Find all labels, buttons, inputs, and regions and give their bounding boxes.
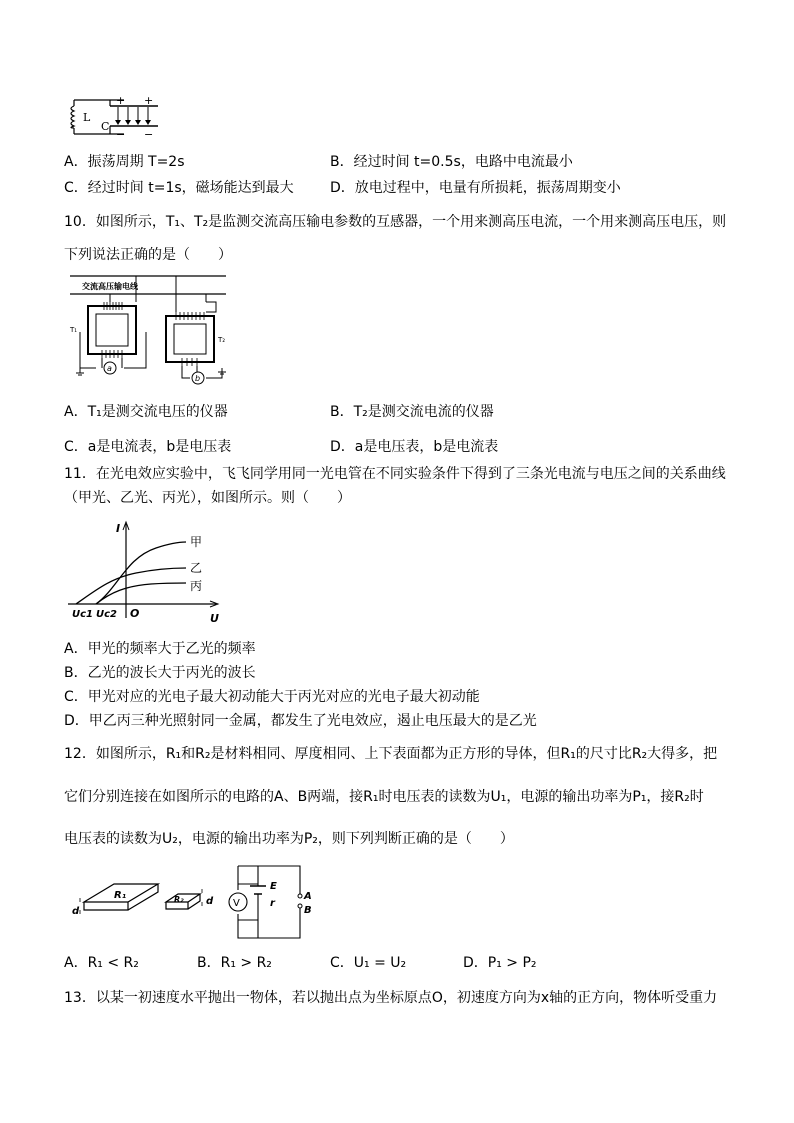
- q10-stem-line2: 下列说法正确的是（ ）: [64, 247, 232, 263]
- inductor-coil: [71, 106, 74, 128]
- minus-sign: −: [116, 128, 126, 140]
- meter-a-label: a: [107, 364, 112, 373]
- plus-sign: +: [144, 94, 154, 107]
- q12-option-d[interactable]: D．P₁ > P₂: [463, 955, 537, 971]
- q12-stem-line2: 它们分别连接在如图所示的电路的A、B两端，接R₁时电压表的读数为U₁，电源的输出功率为P₁，接R₂时: [64, 789, 704, 805]
- q12-option-a[interactable]: A．R₁ < R₂: [64, 955, 139, 971]
- q11-option-d[interactable]: D．甲乙丙三种光照射同一金属，都发生了光电效应，遏止电压最大的是乙光: [64, 713, 537, 729]
- q11-stem-line1: 11．在光电效应实验中，飞飞同学用同一光电管在不同实验条件下得到了三条光电流与电压之间的关系曲线: [64, 466, 726, 482]
- field-arrows: [118, 107, 148, 123]
- internal-r-label: r: [270, 898, 275, 909]
- q10-option-a[interactable]: A．T₁是测交流电压的仪器: [64, 404, 228, 420]
- q9-option-c[interactable]: C．经过时间 t=1s，磁场能达到最大: [64, 180, 294, 196]
- power-line-label: 交流高压输电线: [82, 282, 138, 291]
- terminal-a: [298, 894, 302, 898]
- q9-option-a[interactable]: A．振荡周期 T=2s: [64, 154, 185, 170]
- photoelectric-iu-graph: [66, 518, 226, 626]
- terminal-b-label: B: [304, 905, 312, 916]
- t1-label: T₁: [70, 326, 78, 334]
- terminal-a-label: A: [304, 891, 312, 902]
- emf-label: E: [270, 881, 277, 892]
- curve-bing: [96, 583, 186, 604]
- q11-option-a[interactable]: A．甲光的频率大于乙光的频率: [64, 641, 256, 657]
- t1-core: [88, 306, 136, 354]
- uc2-label: Uc2: [96, 609, 118, 620]
- q12-option-b[interactable]: B．R₁ > R₂: [197, 955, 272, 971]
- q10-option-c[interactable]: C．a是电流表，b是电压表: [64, 439, 232, 455]
- plus-sign: +: [116, 94, 126, 107]
- q11-stem-line2: （甲光、乙光、丙光），如图所示。则（ ）: [64, 490, 351, 506]
- q9-option-d[interactable]: D．放电过程中，电量有所损耗，振荡周期变小: [330, 180, 621, 196]
- q11-option-c[interactable]: C．甲光对应的光电子最大初动能大于丙光对应的光电子最大初动能: [64, 689, 480, 705]
- d1-label: d: [72, 906, 80, 917]
- t2-core: [166, 316, 214, 362]
- curve-yi-label: 乙: [190, 561, 203, 575]
- y-axis-label: I: [116, 522, 121, 535]
- minus-sign: −: [144, 128, 154, 140]
- resistor-circuit-figure: [70, 862, 320, 942]
- transformer-figure: [66, 272, 230, 390]
- curve-bing-label: 丙: [190, 579, 203, 593]
- q12-stem-line1: 12．如图所示，R₁和R₂是材料相同、厚度相同、上下表面都为正方形的导体，但R₁的尺寸比R₂大得多，把: [64, 746, 718, 762]
- q9-option-b[interactable]: B．经过时间 t=0.5s，电路中电流最小: [330, 154, 573, 170]
- d2-label: d: [206, 896, 214, 907]
- q12-option-c[interactable]: C．U₁ = U₂: [330, 955, 407, 971]
- q10-stem-line1: 10．如图所示，T₁、T₂是监测交流高压输电参数的互感器，一个用来测高压电流，一个用来测高压电压，则: [64, 214, 727, 230]
- uc1-label: Uc1: [72, 609, 94, 620]
- lc-circuit-figure: [66, 94, 162, 140]
- x-axis-label: U: [210, 612, 219, 625]
- origin-label: O: [130, 607, 140, 620]
- label-C: C: [101, 120, 110, 133]
- q10-option-b[interactable]: B．T₂是测交流电流的仪器: [330, 404, 494, 420]
- voltmeter-label: V: [233, 898, 240, 909]
- q11-option-b[interactable]: B．乙光的波长大于丙光的波长: [64, 665, 256, 681]
- curve-yi: [76, 568, 186, 604]
- curve-jia-label: 甲: [190, 535, 203, 549]
- r1-label: R₁: [114, 890, 127, 901]
- label-L: L: [83, 111, 91, 124]
- q12-stem-line3: 电压表的读数为U₂，电源的输出功率为P₂，则下列判断正确的是（ ）: [64, 831, 514, 847]
- meter-b-label: b: [195, 374, 201, 383]
- terminal-b: [298, 904, 302, 908]
- battery: [250, 886, 266, 894]
- r2-label: R₂: [174, 895, 184, 904]
- q10-option-d[interactable]: D．a是电压表，b是电流表: [330, 439, 499, 455]
- q13-stem-line1: 13．以某一初速度水平抛出一物体，若以抛出点为坐标原点O，初速度方向为x轴的正方向，物体听受重力: [64, 990, 718, 1006]
- t2-label: T₂: [218, 336, 226, 344]
